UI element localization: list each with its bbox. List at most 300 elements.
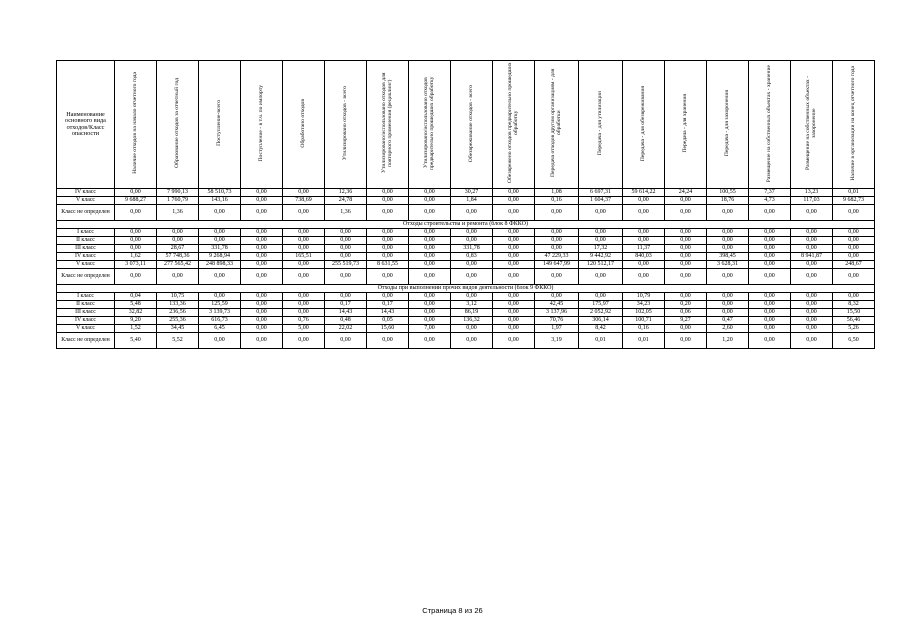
table-cell: 0,00 [707,245,749,253]
table-cell: 15,50 [833,309,875,317]
table-cell: 0,00 [535,293,579,301]
row-label: IV класс [57,253,115,261]
table-cell: 0,00 [409,333,451,349]
table-cell: 0,00 [791,245,833,253]
table-cell: 10,79 [623,293,665,301]
table-cell: 9 682,73 [833,197,875,205]
table-row [57,309,875,317]
table-cell: 0,00 [749,261,791,269]
table-cell: 0,00 [241,229,283,237]
waste-table [56,60,875,349]
table-cell: 0,00 [493,229,535,237]
table-cell: 0,00 [367,237,409,245]
table-cell: 14,43 [325,309,367,317]
table-cell: 9,20 [115,317,157,325]
table-cell: 0,00 [493,293,535,301]
table-cell: 0,00 [579,293,623,301]
table-cell: 8,32 [833,301,875,309]
table-cell: 3,19 [535,333,579,349]
table-cell: 0,01 [623,333,665,349]
table-row [57,237,875,245]
table-cell: 0,00 [623,237,665,245]
table-cell: 0,00 [623,261,665,269]
table-cell: 0,00 [493,253,535,261]
table-cell: 0,00 [493,189,535,197]
section-title: Отходы строительства и ремонта (блок 8 ФККО) [57,221,875,229]
table-cell: 0,00 [241,317,283,325]
table-cell: 0,00 [579,237,623,245]
table-cell: 840,03 [623,253,665,261]
table-cell: 0,00 [367,189,409,197]
table-cell: 0,00 [451,269,493,285]
table-cell: 6 697,31 [579,189,623,197]
table-row [57,301,875,309]
table-cell: 0,00 [451,325,493,333]
table-cell: 12,36 [325,189,367,197]
table-cell: 0,00 [665,229,707,237]
column-header-label: Наличие в организации на конец отчетного года [849,66,856,181]
table-cell: 3 628,31 [707,261,749,269]
table-cell: 0,00 [367,293,409,301]
table-cell: 0,00 [791,293,833,301]
table-cell: 0,00 [665,333,707,349]
table-cell: 0,00 [707,229,749,237]
table-cell: 13,23 [791,189,833,197]
table-cell: 0,16 [535,197,579,205]
table-cell: 0,00 [241,245,283,253]
table-header [57,61,875,189]
table-cell: 0,00 [665,237,707,245]
table-cell: 0,00 [367,197,409,205]
row-label: V класс [57,261,115,269]
table-row [57,261,875,269]
table-cell: 0,00 [493,333,535,349]
table-cell: 7,00 [409,325,451,333]
table-cell: 0,00 [241,205,283,221]
table-cell: 0,00 [409,293,451,301]
table-cell: 0,20 [665,301,707,309]
table-cell: 8,42 [579,325,623,333]
table-cell: 0,00 [791,333,833,349]
table-cell: 3 139,73 [199,309,241,317]
table-cell: 0,00 [623,269,665,285]
table-cell: 0,00 [115,237,157,245]
table-cell: 15,60 [367,325,409,333]
row-label: IV класс [57,317,115,325]
table-cell: 0,00 [451,261,493,269]
table-row [57,245,875,253]
table-cell: 0,00 [409,245,451,253]
table-cell: 8 631,55 [367,261,409,269]
table-cell: 1,62 [115,253,157,261]
table-cell: 3 073,11 [115,261,157,269]
table-cell: 24,24 [665,189,707,197]
table-cell: 0,00 [451,229,493,237]
table-cell: 0,00 [749,301,791,309]
table-cell: 0,00 [833,237,875,245]
table-cell: 59 614,22 [623,189,665,197]
table-cell: 133,36 [157,301,199,309]
column-header-label: Передача - для захоронения [723,90,730,157]
column-header-label: Передача - для утилизации [596,91,603,156]
table-cell: 70,76 [535,317,579,325]
table-cell: 0,00 [579,269,623,285]
table-cell: 117,03 [791,197,833,205]
table-cell: 0,00 [409,197,451,205]
table-cell: 165,51 [283,253,325,261]
table-cell: 3 137,96 [535,309,579,317]
column-header [579,61,623,189]
table-cell: 0,00 [749,237,791,245]
table-cell: 0,00 [283,229,325,237]
table-cell: 0,00 [283,261,325,269]
table-cell: 0,76 [283,317,325,325]
table-cell: 0,00 [833,245,875,253]
table-row [57,325,875,333]
table-cell: 0,00 [115,189,157,197]
table-cell: 0,00 [493,205,535,221]
table-cell: 24,78 [325,197,367,205]
table-cell: 0,00 [749,269,791,285]
table-cell: 0,00 [535,205,579,221]
table-cell: 0,00 [749,333,791,349]
table-cell: 100,71 [623,317,665,325]
table-cell: 0,00 [409,309,451,317]
table-cell: 0,16 [623,325,665,333]
section-title: Отходы при выполнении прочих видов деятельности (блок 9 ФККО) [57,285,875,293]
column-header-label: Утилизировано/использовано отходов предварительно прошедших обработку [422,76,435,171]
table-cell: 0,00 [409,205,451,221]
table-cell: 1,52 [115,325,157,333]
table-cell: 0,00 [241,309,283,317]
row-label: I класс [57,293,115,301]
table-cell: 0,00 [451,293,493,301]
table-cell: 5,26 [833,325,875,333]
column-header-label: Передача - для хранения [681,94,688,153]
table-cell: 0,00 [833,229,875,237]
table-cell: 0,00 [493,325,535,333]
table-cell: 0,00 [283,237,325,245]
column-header [623,61,665,189]
table-cell: 0,00 [535,237,579,245]
table-row [57,333,875,349]
table-cell: 6,50 [833,333,875,349]
row-label: Класс не определен [57,269,115,285]
table-cell: 0,00 [115,229,157,237]
column-header-label: Обработано отходов [299,99,306,148]
table-cell: 0,00 [791,229,833,237]
column-header-label: Утилизировано отходов - всего [341,86,348,161]
table-cell: 255,36 [157,317,199,325]
column-header [199,61,241,189]
table-cell: 58 510,73 [199,189,241,197]
column-header [451,61,493,189]
table-cell: 0,00 [325,245,367,253]
table-cell: 136,32 [451,317,493,325]
table-row [57,269,875,285]
table-cell: 0,00 [749,317,791,325]
table-cell: 0,00 [409,301,451,309]
table-cell: 0,00 [325,229,367,237]
table-cell: 0,00 [493,245,535,253]
table-cell: 9 442,92 [579,253,623,261]
column-header-label: Передача отходов другим организациям - для обработки [549,69,562,178]
table-cell: 248,67 [833,261,875,269]
table-cell: 0,00 [409,189,451,197]
table-cell: 9 688,27 [115,197,157,205]
table-cell: 236,56 [157,309,199,317]
table-cell: 0,00 [283,309,325,317]
table-cell: 0,00 [749,245,791,253]
table-cell: 0,00 [115,205,157,221]
table-cell: 0,00 [199,229,241,237]
table-cell: 0,00 [451,237,493,245]
table-cell: 0,00 [157,269,199,285]
table-cell: 0,00 [325,269,367,285]
table-cell: 0,00 [409,269,451,285]
table-cell: 0,00 [749,253,791,261]
table-cell: 0,00 [367,333,409,349]
table-cell: 34,45 [157,325,199,333]
table-cell: 0,00 [535,229,579,237]
table-row [57,317,875,325]
table-cell: 42,45 [535,301,579,309]
table-cell: 0,00 [665,197,707,205]
table-cell: 0,00 [367,205,409,221]
table-cell: 0,00 [409,261,451,269]
table-cell: 0,00 [325,253,367,261]
table-cell: 120 512,17 [579,261,623,269]
table-cell: 0,01 [579,333,623,349]
table-cell: 0,00 [665,245,707,253]
table-cell: 0,00 [283,301,325,309]
table-cell: 11,37 [623,245,665,253]
table-cell: 0,00 [749,293,791,301]
table-cell: 30,27 [451,189,493,197]
table-cell: 0,00 [241,301,283,309]
table-cell: 9,27 [665,317,707,325]
table-cell: 0,00 [493,269,535,285]
table-cell: 9 268,94 [199,253,241,261]
table-cell: 0,83 [451,253,493,261]
table-body [57,189,875,349]
column-header-label: Образование отходов за отчетный год [173,78,180,169]
table-cell: 2,60 [707,325,749,333]
table-cell: 0,00 [833,205,875,221]
column-header [367,61,409,189]
table-cell: 0,00 [325,293,367,301]
column-header [707,61,749,189]
row-label: IV класс [57,189,115,197]
table-cell: 102,05 [623,309,665,317]
table-cell: 0,00 [157,237,199,245]
table-cell: 0,00 [451,205,493,221]
table-cell: 0,00 [241,189,283,197]
table-cell: 0,00 [665,253,707,261]
table-cell: 2 052,92 [579,309,623,317]
table-cell: 0,00 [665,269,707,285]
table-cell: 0,00 [493,301,535,309]
table-cell: 1,84 [451,197,493,205]
table-cell: 0,00 [791,261,833,269]
table-cell: 1,20 [707,333,749,349]
table-cell: 0,00 [833,293,875,301]
table-cell: 0,00 [665,261,707,269]
table-cell: 0,00 [707,309,749,317]
table-cell: 0,00 [199,269,241,285]
table-cell: 0,00 [283,205,325,221]
table-cell: 398,45 [707,253,749,261]
table-cell: 0,00 [409,237,451,245]
table-cell: 0,00 [367,229,409,237]
table-cell: 86,19 [451,309,493,317]
table-cell: 175,97 [579,301,623,309]
table-cell: 255 519,73 [325,261,367,269]
table-cell: 0,00 [493,261,535,269]
column-header-label: Передача - для обезвреживания [639,85,646,161]
table-cell: 0,00 [707,205,749,221]
table-cell: 331,78 [451,245,493,253]
table-cell: 0,00 [535,269,579,285]
table-cell: 47 229,33 [535,253,579,261]
table-cell: 100,55 [707,189,749,197]
header-row [57,61,875,189]
table-cell: 0,00 [241,261,283,269]
column-header [791,61,833,189]
table-cell: 0,00 [665,293,707,301]
document-page [56,60,864,349]
table-cell: 0,00 [241,325,283,333]
table-cell: 0,00 [241,269,283,285]
column-header [749,61,791,189]
section-header-row [57,285,875,293]
table-cell: 0,00 [283,269,325,285]
table-cell: 22,02 [325,325,367,333]
column-header [115,61,157,189]
column-header [535,61,579,189]
column-header-label: Утилизировано/использовано отходов для повторного применения (рециклинг) [380,73,393,174]
table-cell: 5,00 [283,325,325,333]
table-cell: 0,00 [283,293,325,301]
table-cell: 7,37 [749,189,791,197]
column-header-label: Обезврежено отходов предварительно прошедших обработку [506,63,519,184]
table-cell: 0,00 [283,333,325,349]
table-row [57,293,875,301]
table-cell: 0,06 [665,309,707,317]
table-cell: 17,32 [579,245,623,253]
table-cell: 0,01 [833,189,875,197]
table-cell: 0,00 [791,301,833,309]
table-row [57,253,875,261]
table-cell: 1,36 [157,205,199,221]
table-cell: 0,00 [833,269,875,285]
table-cell: 0,00 [665,325,707,333]
table-row [57,197,875,205]
table-cell: 0,00 [241,333,283,349]
table-cell: 0,00 [791,309,833,317]
table-cell: 248 898,33 [199,261,241,269]
column-header-label: Размещение на собственных объектах - хранение [765,64,772,183]
table-cell: 10,75 [157,293,199,301]
table-cell: 0,17 [325,301,367,309]
header-waste-class: Наименование основного вида отходов/Класс опасности [57,61,115,189]
table-cell: 0,00 [493,317,535,325]
table-cell: 0,00 [409,253,451,261]
table-cell: 1,97 [535,325,579,333]
column-header-label: Обезвреживание отходов - всего [467,84,474,162]
table-cell: 0,00 [749,205,791,221]
table-cell: 0,00 [493,309,535,317]
table-cell: 0,00 [623,229,665,237]
table-cell: 0,00 [833,253,875,261]
table-row [57,229,875,237]
row-label: V класс [57,197,115,205]
table-cell: 14,43 [367,309,409,317]
table-cell: 0,00 [367,245,409,253]
table-cell: 0,00 [493,237,535,245]
table-cell: 5,40 [115,333,157,349]
column-header [283,61,325,189]
column-header [409,61,451,189]
table-cell: 0,00 [199,333,241,349]
row-label: Класс не определен [57,205,115,221]
table-cell: 0,05 [367,317,409,325]
table-cell: 306,14 [579,317,623,325]
table-cell: 0,00 [157,229,199,237]
table-cell: 7 990,13 [157,189,199,197]
table-cell: 0,00 [367,269,409,285]
row-label: III класс [57,245,115,253]
table-cell: 0,00 [199,293,241,301]
row-label: II класс [57,237,115,245]
column-header-label: Размещение на собственных объектах - захоронение [804,76,817,171]
table-cell: 0,00 [283,189,325,197]
table-cell: 0,00 [283,245,325,253]
table-cell: 0,00 [493,197,535,205]
table-cell: 0,00 [623,197,665,205]
table-cell: 125,59 [199,301,241,309]
table-cell: 1 760,79 [157,197,199,205]
table-cell: 0,00 [325,333,367,349]
table-cell: 277 565,42 [157,261,199,269]
table-cell: 32,82 [115,309,157,317]
column-header [325,61,367,189]
table-cell: 0,04 [115,293,157,301]
table-cell: 0,47 [707,317,749,325]
table-row [57,205,875,221]
table-cell: 6,45 [199,325,241,333]
table-cell: 0,00 [665,205,707,221]
table-cell: 34,23 [623,301,665,309]
column-header [241,61,283,189]
table-cell: 0,00 [241,253,283,261]
table-cell: 0,00 [791,325,833,333]
table-cell: 5,52 [157,333,199,349]
table-cell: 0,00 [199,205,241,221]
table-cell: 4,73 [749,197,791,205]
table-cell: 56,46 [833,317,875,325]
table-cell: 57 748,36 [157,253,199,261]
table-cell: 0,48 [325,317,367,325]
table-cell: 0,00 [791,237,833,245]
table-cell: 0,00 [749,229,791,237]
table-cell: 0,00 [749,325,791,333]
table-cell: 0,00 [749,309,791,317]
column-header [665,61,707,189]
table-cell: 0,00 [791,205,833,221]
table-cell: 0,00 [579,229,623,237]
table-cell: 0,00 [367,253,409,261]
